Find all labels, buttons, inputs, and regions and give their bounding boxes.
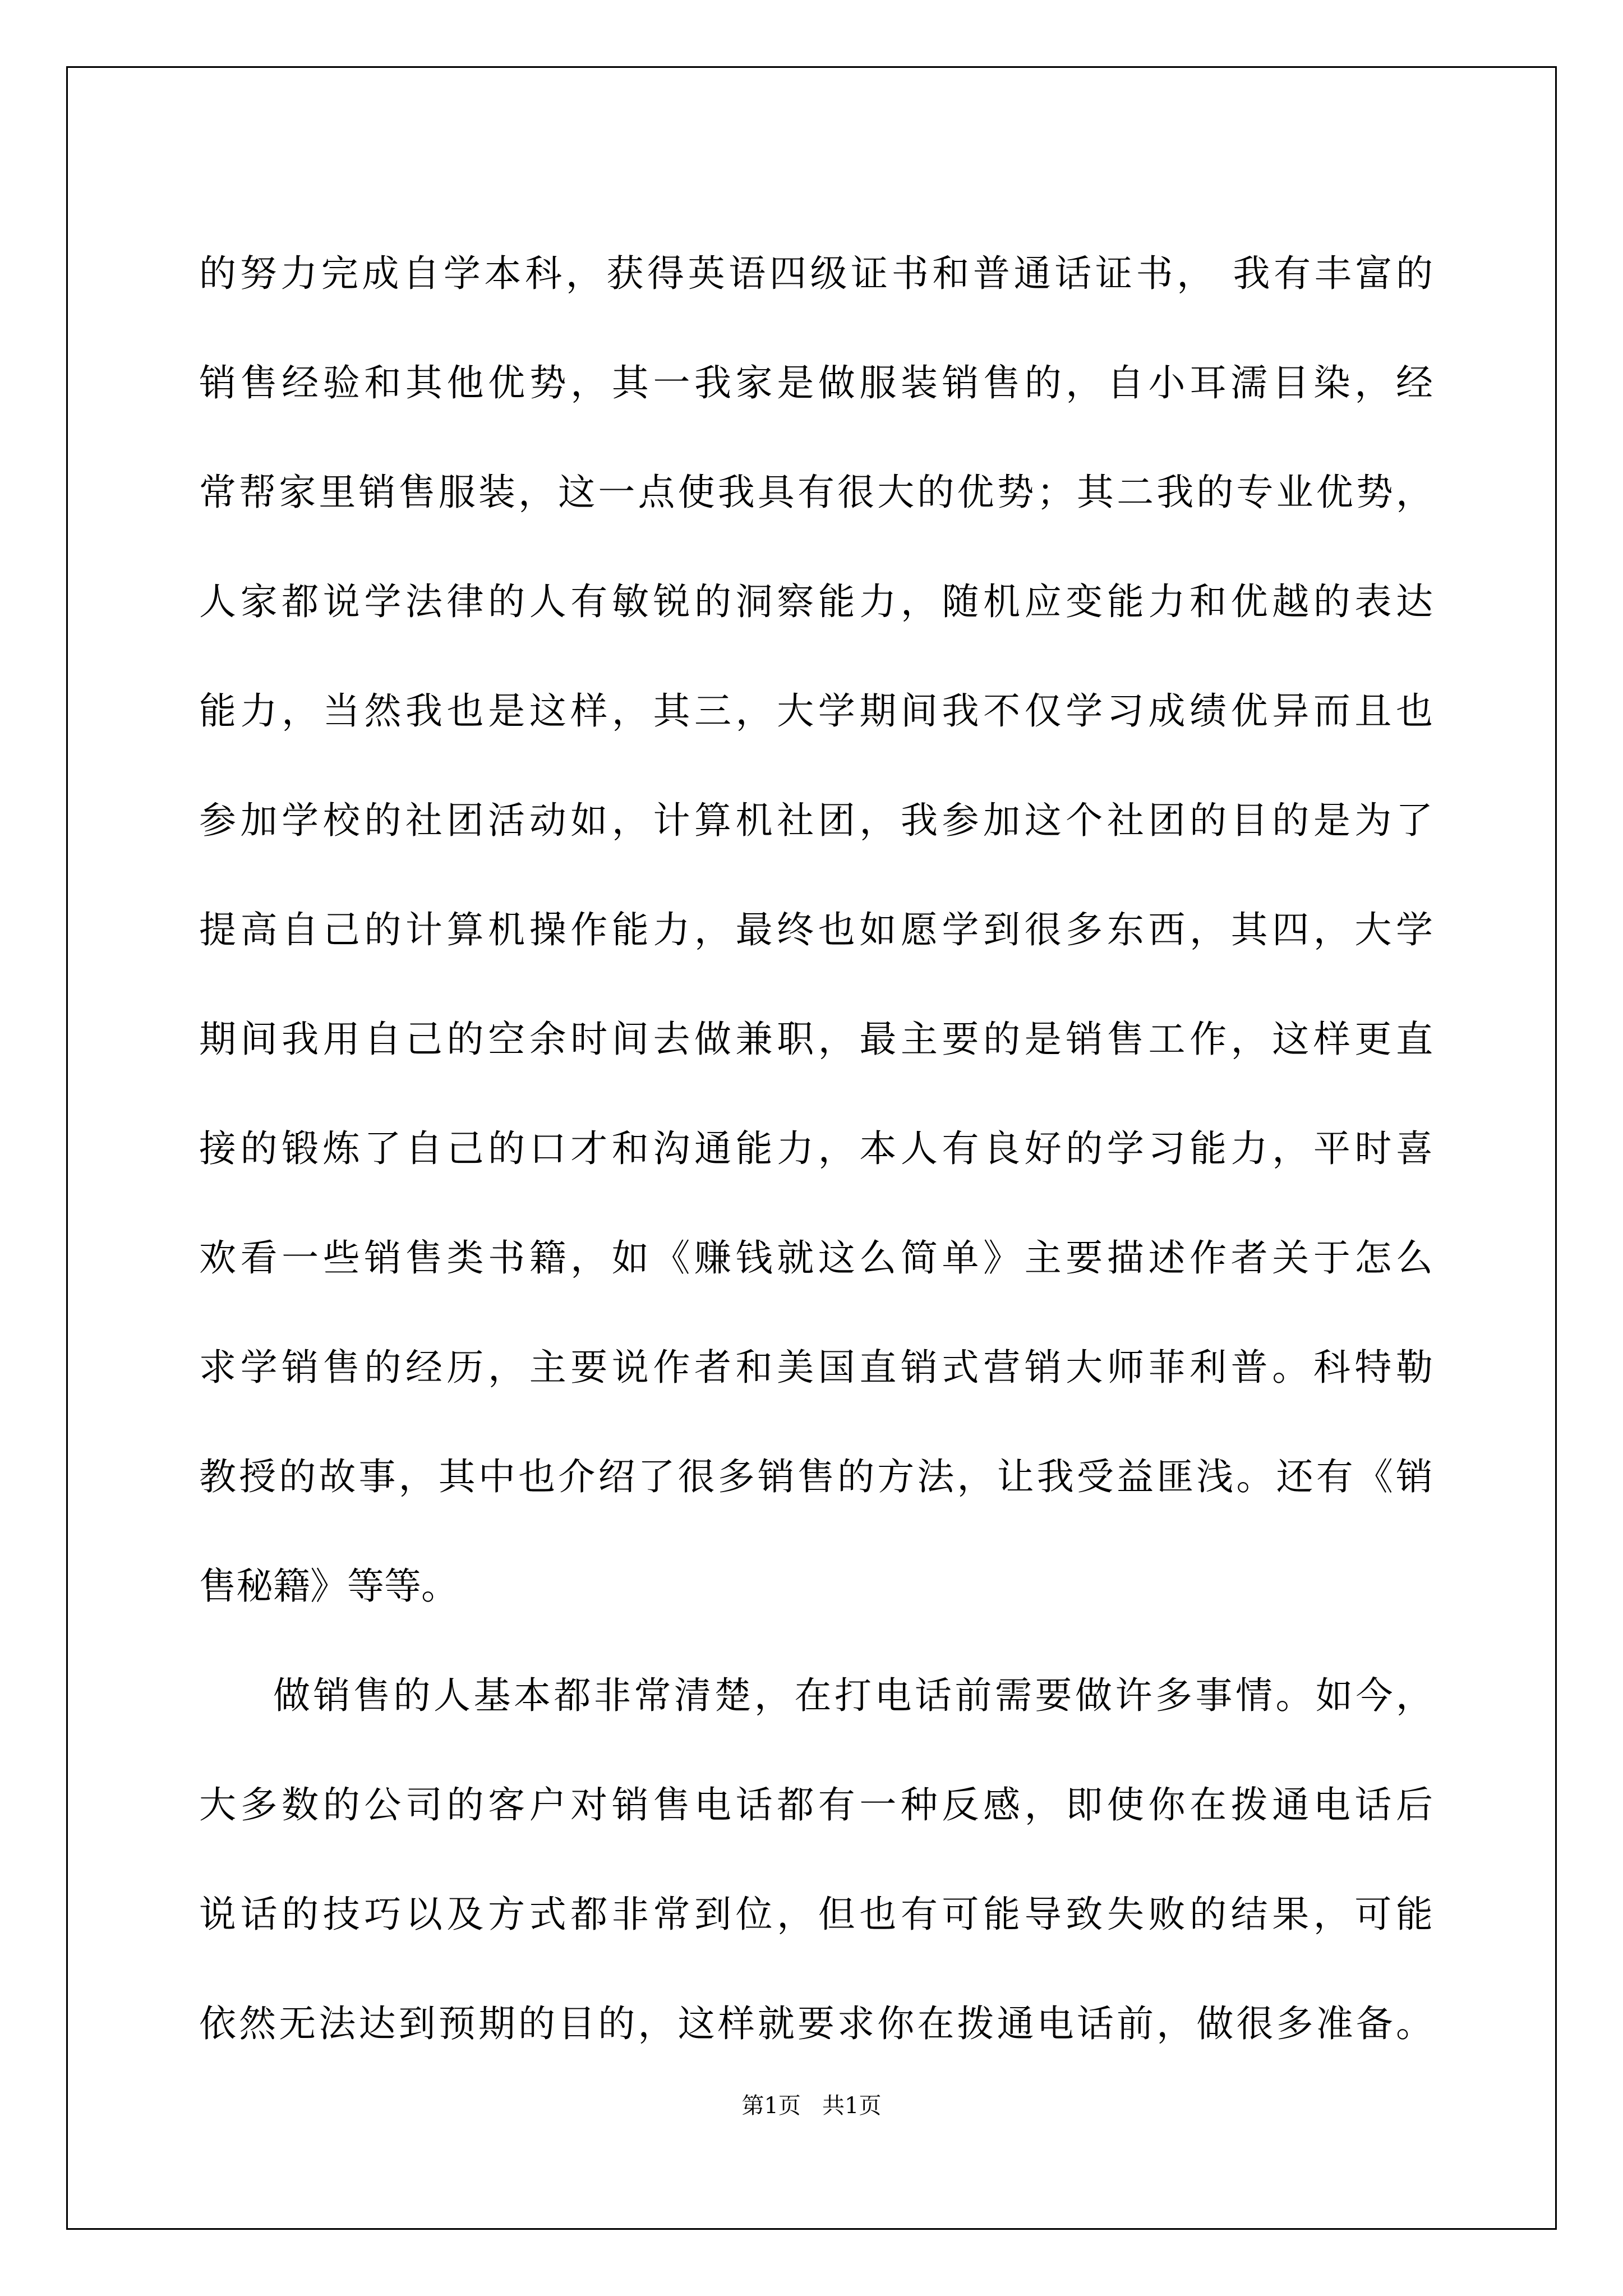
text-line: 能力，当然我也是这样，其三，大学期间我不仅学习成绩优异而且也 [199, 689, 1433, 733]
text-line: 提高自己的计算机操作能力，最终也如愿学到很多东西，其四，大学 [199, 908, 1433, 951]
document-body [199, 219, 1433, 2078]
text-line: 期间我用自己的空余时间去做兼职，最主要的是销售工作，这样更直 [199, 1018, 1433, 1061]
text-line: 大多数的公司的客户对销售电话都有一种反感，即使你在拨通电话后 [199, 1783, 1433, 1826]
text-line: 的努力完成自学本科，获得英语四级证书和普通话证书， 我有丰富的 [199, 252, 1433, 295]
text-line: 说话的技巧以及方式都非常到位，但也有可能导致失败的结果，可能 [199, 1893, 1433, 1936]
page-footer: 第1页 共1页 [741, 2093, 882, 2119]
text-line: 常帮家里销售服装，这一点使我具有很大的优势；其二我的专业优势， [199, 471, 1433, 514]
text-line: 参加学校的社团活动如，计算机社团，我参加这个社团的目的是为了 [199, 799, 1433, 842]
text-line: 销售经验和其他优势，其一我家是做服装销售的，自小耳濡目染，经 [199, 361, 1433, 404]
paragraph-end-line: 售秘籍》等等。 [199, 1565, 458, 1608]
paragraph-first-line: 做销售的人基本都非常清楚，在打电话前需要做许多事情。如今， [273, 1674, 1433, 1717]
text-line: 欢看一些销售类书籍，如《赚钱就这么简单》主要描述作者关于怎么 [199, 1236, 1433, 1280]
text-line: 接的锻炼了自己的口才和沟通能力，本人有良好的学习能力，平时喜 [199, 1127, 1433, 1170]
text-line: 人家都说学法律的人有敏锐的洞察能力，随机应变能力和优越的表达 [199, 580, 1433, 623]
text-line: 教授的故事，其中也介绍了很多销售的方法，让我受益匪浅。还有《销 [199, 1455, 1433, 1498]
text-line: 依然无法达到预期的目的，这样就要求你在拨通电话前，做很多准备。 [199, 2002, 1433, 2045]
text-line: 求学销售的经历，主要说作者和美国直销式营销大师菲利普。科特勒 [199, 1346, 1433, 1389]
